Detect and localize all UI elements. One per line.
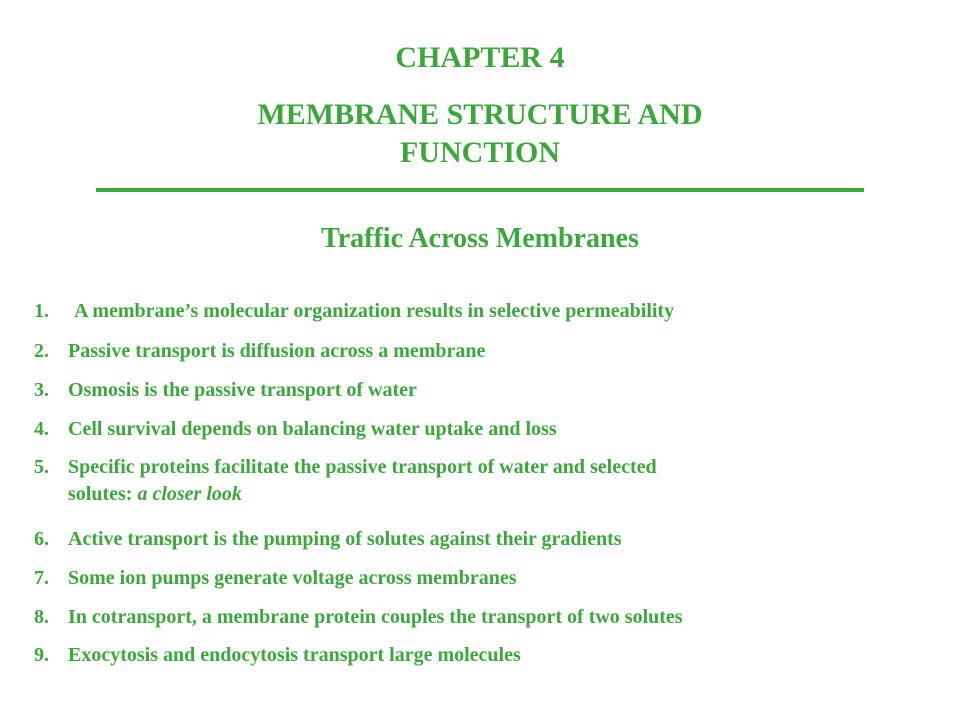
list-item-cont-italic: a closer look [137,483,242,505]
list-item [34,454,934,508]
list-item [34,377,934,404]
list-item-text: Exocytosis and endocytosis transport large molecules [68,644,521,666]
list-item-cont-text: solutes: [68,483,133,505]
list-item [34,298,934,325]
list-item [34,642,934,669]
list-item-text: In cotransport, a membrane protein couples the transport of two solutes [68,606,683,628]
chapter-heading: CHAPTER 4 [395,41,565,74]
list-item-number: 1. [34,300,49,322]
list-item-number: 2. [34,340,49,362]
list-item-number: 9. [34,644,49,666]
section-title: Traffic Across Membranes [321,223,639,254]
list-item [34,526,934,553]
list-item-number: 8. [34,606,49,628]
chapter-title-line1: MEMBRANE STRUCTURE AND [257,98,703,131]
list-item [34,416,934,443]
list-item-text: Some ion pumps generate voltage across membranes [68,567,517,589]
chapter-title-line2: FUNCTION [399,136,560,169]
list-item-number: 7. [34,567,49,589]
list-item-text: Specific proteins facilitate the passive transport of water and selected [68,456,657,478]
list-item-text: Passive transport is diffusion across a membrane [68,340,486,362]
list-item-text: A membrane’s molecular organization results in selective permeability [74,300,675,322]
list-item-continuation [34,481,934,508]
title-divider [96,188,864,192]
list-item [34,338,934,365]
list-item [34,565,934,592]
list-item-number: 3. [34,379,49,401]
list-item-number: 6. [34,528,49,550]
list-item-number: 5. [34,456,49,478]
list-item [34,604,934,631]
list-item-number: 4. [34,418,49,440]
list-item-text: Osmosis is the passive transport of water [68,379,417,401]
list-item-text: Cell survival depends on balancing water uptake and loss [68,418,557,440]
chapter-title [180,96,780,172]
list-item-text: Active transport is the pumping of solutes against their gradients [68,528,622,550]
